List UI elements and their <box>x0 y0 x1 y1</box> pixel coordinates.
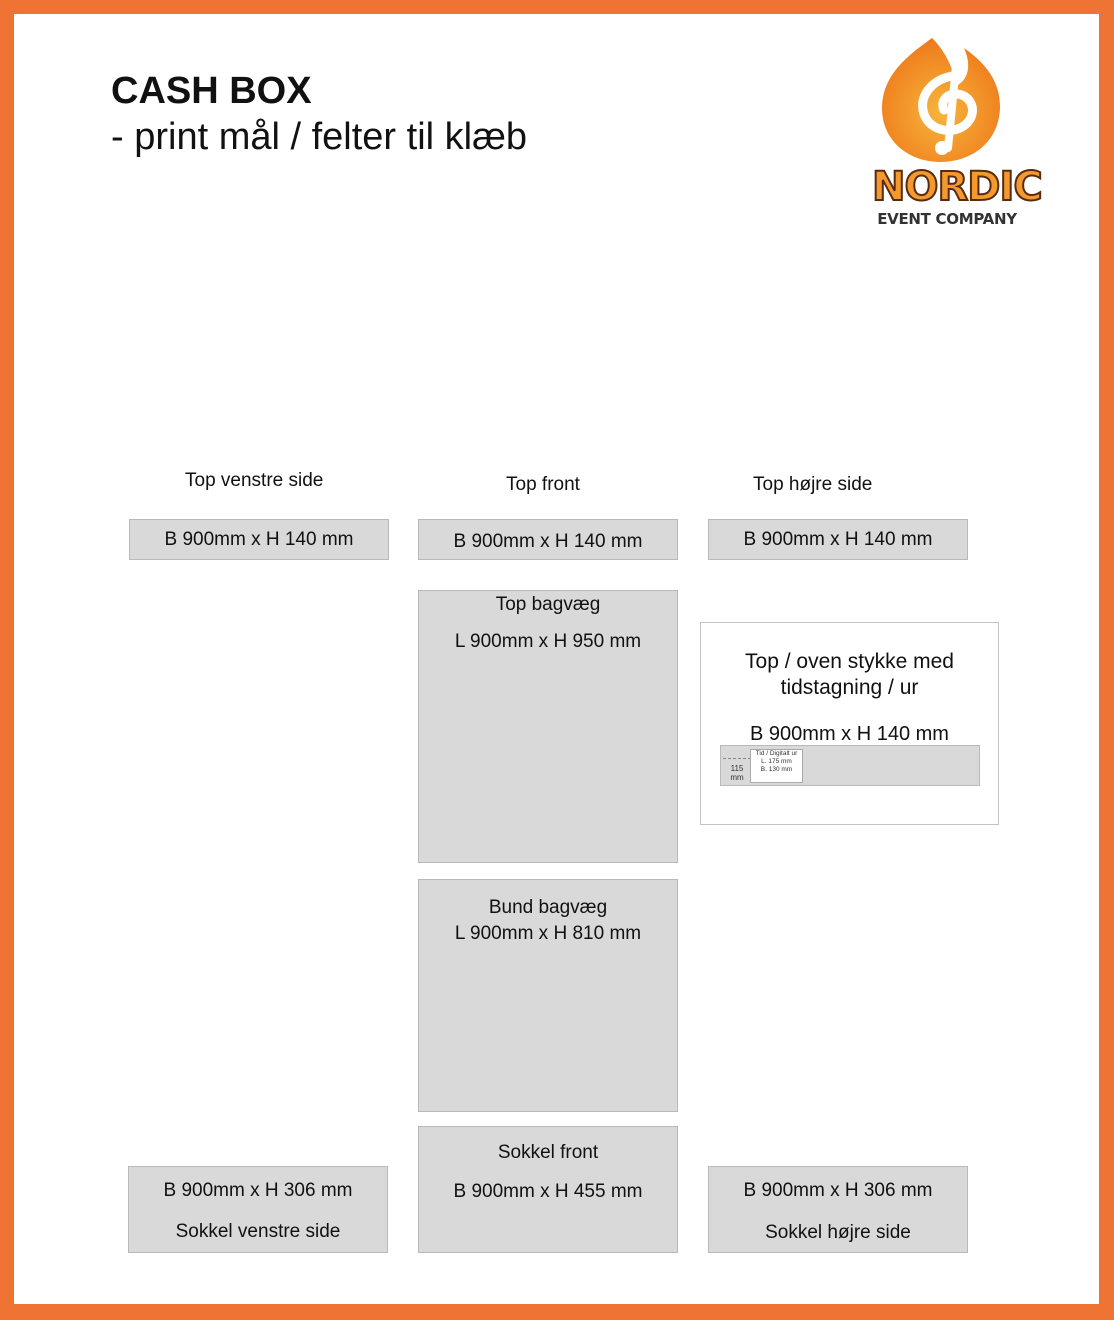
label-top-front: Top front <box>506 474 580 495</box>
panel-bottom-back-dimension: L 900mm x H 810 mm <box>454 923 642 944</box>
clock-width: B. 130 mm <box>760 766 793 773</box>
page-title: CASH BOX <box>111 70 312 112</box>
flame-treble-clef-icon <box>872 36 1022 166</box>
drawing-sheet <box>14 14 1099 1304</box>
panel-top-right-side <box>708 519 968 560</box>
panel-top-right-dimension: B 900mm x H 140 mm <box>743 529 933 550</box>
top-piece-title-line2: tidstagning / ur <box>780 676 919 699</box>
top-piece-title <box>701 649 998 701</box>
height-note-value: 115 <box>730 764 744 773</box>
top-piece-dimension: B 900mm x H 140 mm <box>750 723 949 745</box>
panel-top-front-dimension: B 900mm x H 140 mm <box>453 531 643 552</box>
height-note <box>723 764 751 782</box>
panel-top-back-dimension: L 900mm x H 950 mm <box>454 631 642 652</box>
label-top-right-side: Top højre side <box>753 474 873 495</box>
top-piece-strip <box>720 745 980 786</box>
panel-bottom-back-wall <box>418 879 678 1112</box>
panel-plinth-right-side <box>708 1166 968 1253</box>
panel-plinth-left-side <box>128 1166 388 1253</box>
clock-title: Tid / Digitalt ur <box>755 750 798 757</box>
panel-plinth-left-dimension: B 900mm x H 306 mm <box>163 1180 353 1201</box>
panel-plinth-right-title: Sokkel højre side <box>765 1222 911 1243</box>
panel-plinth-right-dimension: B 900mm x H 306 mm <box>743 1180 933 1201</box>
panel-plinth-front <box>418 1126 678 1253</box>
panel-top-left-side <box>129 519 389 560</box>
panel-top-back-title: Top bagvæg <box>495 594 601 615</box>
top-piece-title-line1: Top / oven stykke med <box>745 650 954 673</box>
panel-plinth-front-title: Sokkel front <box>497 1142 599 1163</box>
page-subtitle: - print mål / felter til klæb <box>111 116 527 158</box>
panel-plinth-left-title: Sokkel venstre side <box>175 1221 341 1242</box>
top-piece-card <box>700 622 999 825</box>
label-top-left-side: Top venstre side <box>185 470 324 491</box>
panel-top-front <box>418 519 678 560</box>
panel-top-left-dimension: B 900mm x H 140 mm <box>164 529 354 550</box>
digital-clock-field <box>750 749 803 783</box>
logo-tagline: EVENT COMPANY <box>877 210 1017 228</box>
panel-bottom-back-title: Bund bagvæg <box>488 897 608 918</box>
panel-top-back-wall <box>418 590 678 863</box>
nordic-logo <box>872 36 1042 246</box>
panel-plinth-front-dimension: B 900mm x H 455 mm <box>453 1181 643 1202</box>
logo-wordmark: NORDIC <box>872 164 1042 210</box>
height-marker-line <box>723 758 751 759</box>
clock-length: L. 175 mm <box>761 758 792 765</box>
height-note-unit: mm <box>730 773 744 782</box>
